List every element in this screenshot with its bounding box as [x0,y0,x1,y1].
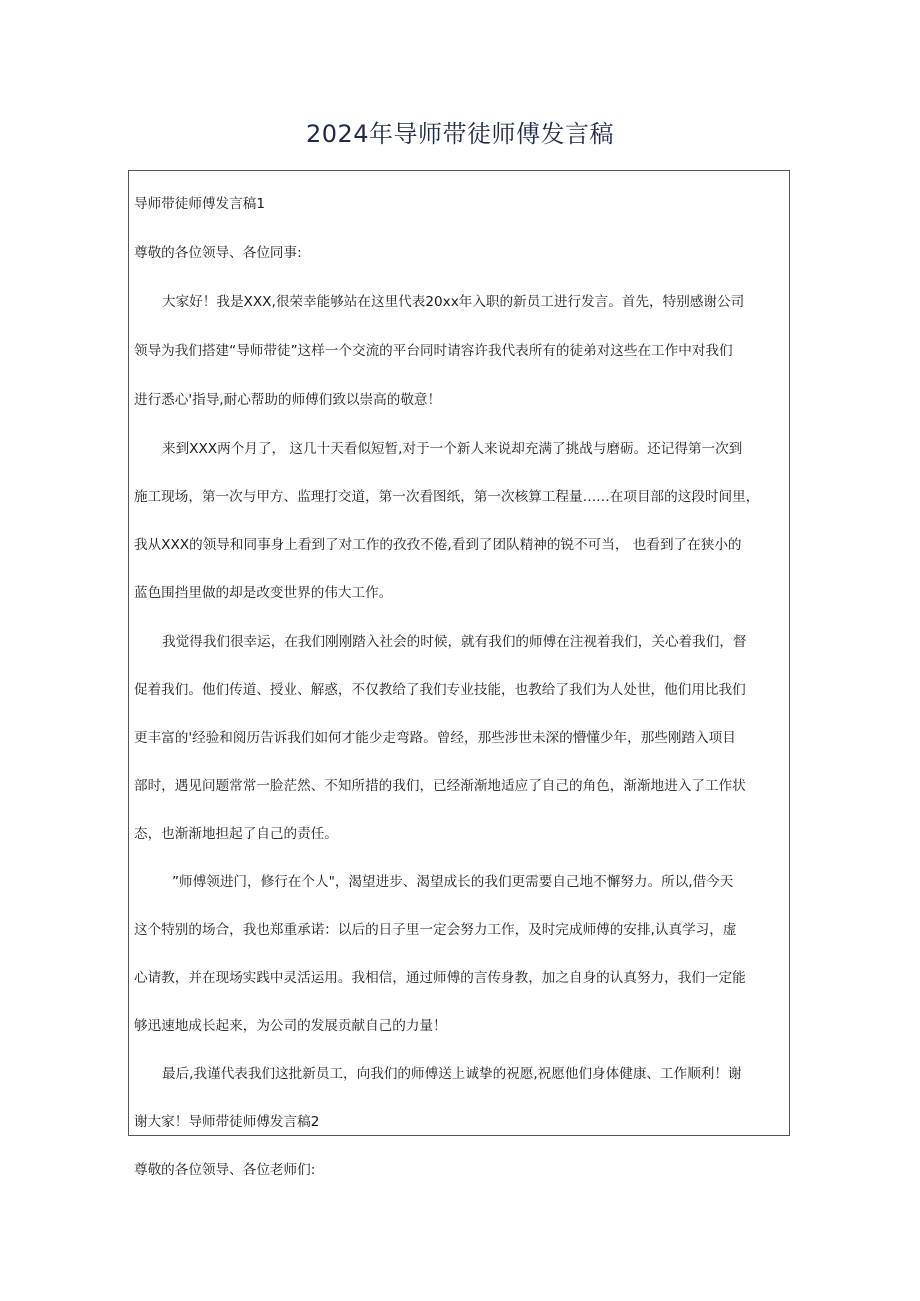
section-heading: 导师带徒师傅发言稿1 [134,196,265,212]
content-frame [128,170,790,1136]
paragraph-line: 进行悉心'指导,耐心帮助的师傅们致以崇高的敬意！ [134,392,442,408]
paragraph-line: 施工现场，第一次与甲方、监理打交道，第一次看图纸，第一次核算工程量……在项目部的这段时间里， [134,489,760,505]
salutation: 尊敬的各位领导、各位老师们: [134,1162,316,1178]
paragraph-line: 这个特别的场合，我也郑重承诺：以后的日子里一定会努力工作，及时完成师傅的安排,认真学习，虚 [134,922,737,938]
paragraph-line: 领导为我们搭建“导师带徒”这样一个交流的平台同时请容许我代表所有的徒弟对这些在工作中对我们 [134,343,733,359]
paragraph-line: 最后,我谨代表我们这批新员工，向我们的师傅送上诚挚的祝愿,祝愿他们身体健康、工作顺利！谢 [162,1066,742,1082]
document-title: 2024年导师带徒师傅发言稿 [305,120,615,148]
paragraph-line: 态，也渐渐地担起了自己的责任。 [134,826,338,842]
paragraph-line: 我觉得我们很幸运，在我们刚刚踏入社会的时候，就有我们的师傅在注视着我们，关心着我们，督 [162,634,747,650]
paragraph-line: 谢大家！导师带徒师傅发言稿2 [134,1114,320,1130]
paragraph-line: 我从XXX的领导和同事身上看到了对工作的孜孜不倦,看到了团队精神的锐不可当， 也看到了在狭小的 [134,537,742,553]
paragraph-line: 来到XXX两个月了， 这几十天看似短暂,对于一个新人来说却充满了挑战与磨砺。还记得第一次到 [162,441,743,457]
salutation: 尊敬的各位领导、各位同事: [134,245,302,261]
paragraph-line: 够迅速地成长起来，为公司的发展贡献自己的力量！ [134,1018,447,1034]
paragraph-line: 促着我们。他们传道、授业、解惑，不仅教给了我们专业技能，也教给了我们为人处世，他们用比我们 [134,682,746,698]
paragraph-line: 大家好！我是XXX,很荣幸能够站在这里代表20xx年入职的新员工进行发言。首先，特别感谢公司 [162,294,745,310]
paragraph-line: 更丰富的'经验和阅历告诉我们如何才能少走弯路。曾经，那些涉世未深的懵懂少年，那些刚踏入项目 [134,730,736,746]
paragraph-line: 蓝色围挡里做的却是改变世界的伟大工作。 [134,585,393,601]
paragraph-line: 心请教，并在现场实践中灵活运用。我相信，通过师傅的言传身教，加之自身的认真努力，我们一定能 [134,970,746,986]
paragraph-line: 部时，遇见问题常常一脸茫然、不知所措的我们，已经渐渐地适应了自己的角色，渐渐地进入了工作状 [134,778,746,794]
paragraph-line: ”师傅领进门，修行在个人"，渴望进步、渴望成长的我们更需要自己地不懈努力。所以,借今天 [172,874,734,890]
